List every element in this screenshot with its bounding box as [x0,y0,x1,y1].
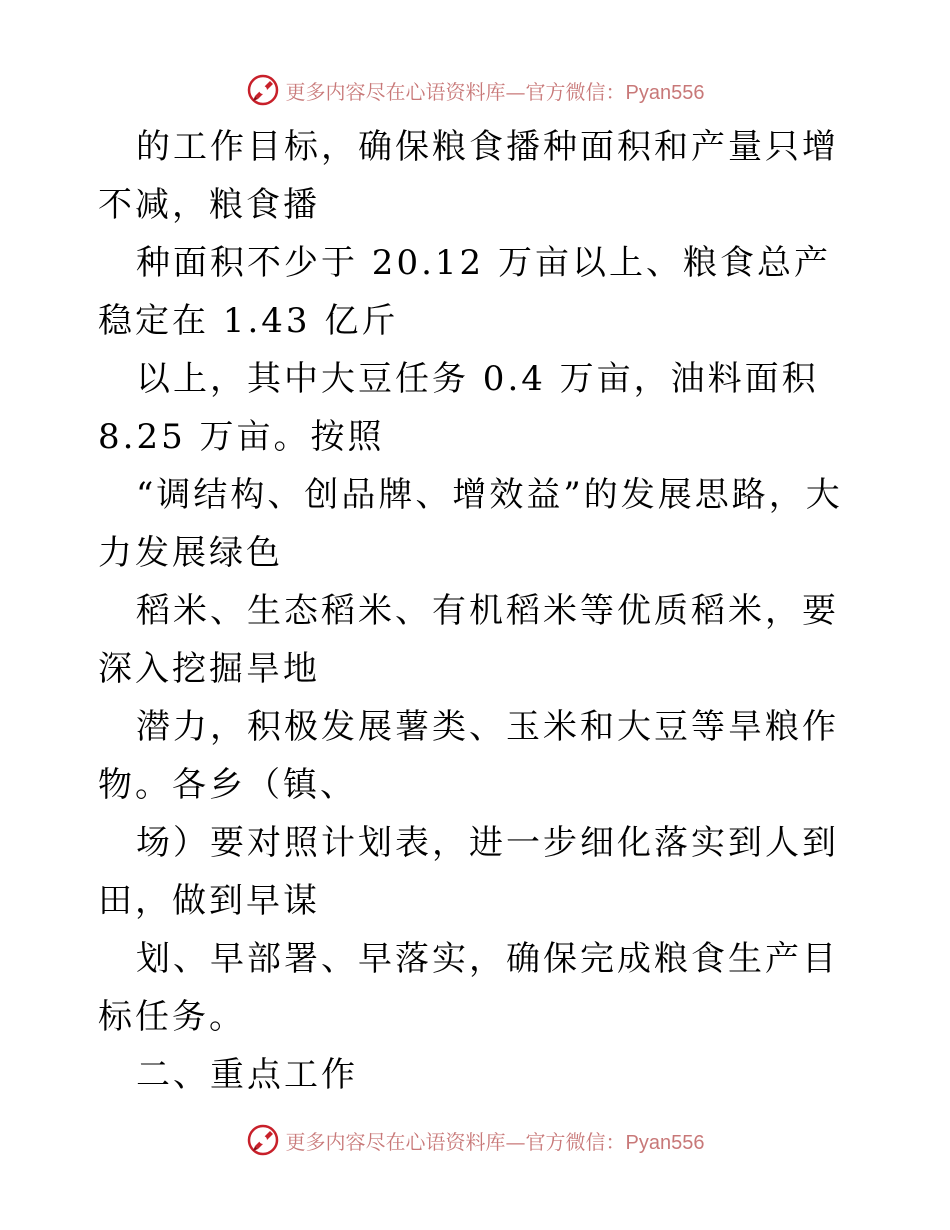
paragraph: “调结构、创品牌、增效益”的发展思路，大力发展绿色 [98,475,843,573]
banner-wechat-id: Pyan556 [625,81,705,104]
banner-wechat-id: Pyan556 [625,1131,705,1154]
section-heading: 二、重点工作 [136,1055,358,1095]
paragraph: 场）要对照计划表，进一步细化落实到人到田，做到早谋 [98,823,839,921]
seal-logo-icon [246,73,280,107]
document-body [98,118,858,1104]
paragraph: 种面积不少于 20.12 万亩以上、粮食总产稳定在 1.43 亿斤 [98,243,831,341]
footer-banner [0,1120,950,1160]
paragraph: 以上，其中大豆任务 0.4 万亩，油料面积 8.25 万亩。按照 [98,359,819,457]
paragraph: 的工作目标，确保粮食播种面积和产量只增不减，粮食播 [98,127,839,225]
paragraph: 潜力，积极发展薯类、玉米和大豆等旱粮作物。各乡（镇、 [98,707,839,805]
seal-logo-icon [246,1123,280,1157]
paragraph: 划、早部署、早落实，确保完成粮食生产目标任务。 [98,939,839,1037]
paragraph: 稻米、生态稻米、有机稻米等优质稻米，要深入挖掘旱地 [98,591,839,689]
header-banner [0,70,950,110]
banner-site-text: 更多内容尽在心语资料库—官方微信： [285,1129,626,1154]
banner-site-text: 更多内容尽在心语资料库—官方微信： [285,79,626,104]
